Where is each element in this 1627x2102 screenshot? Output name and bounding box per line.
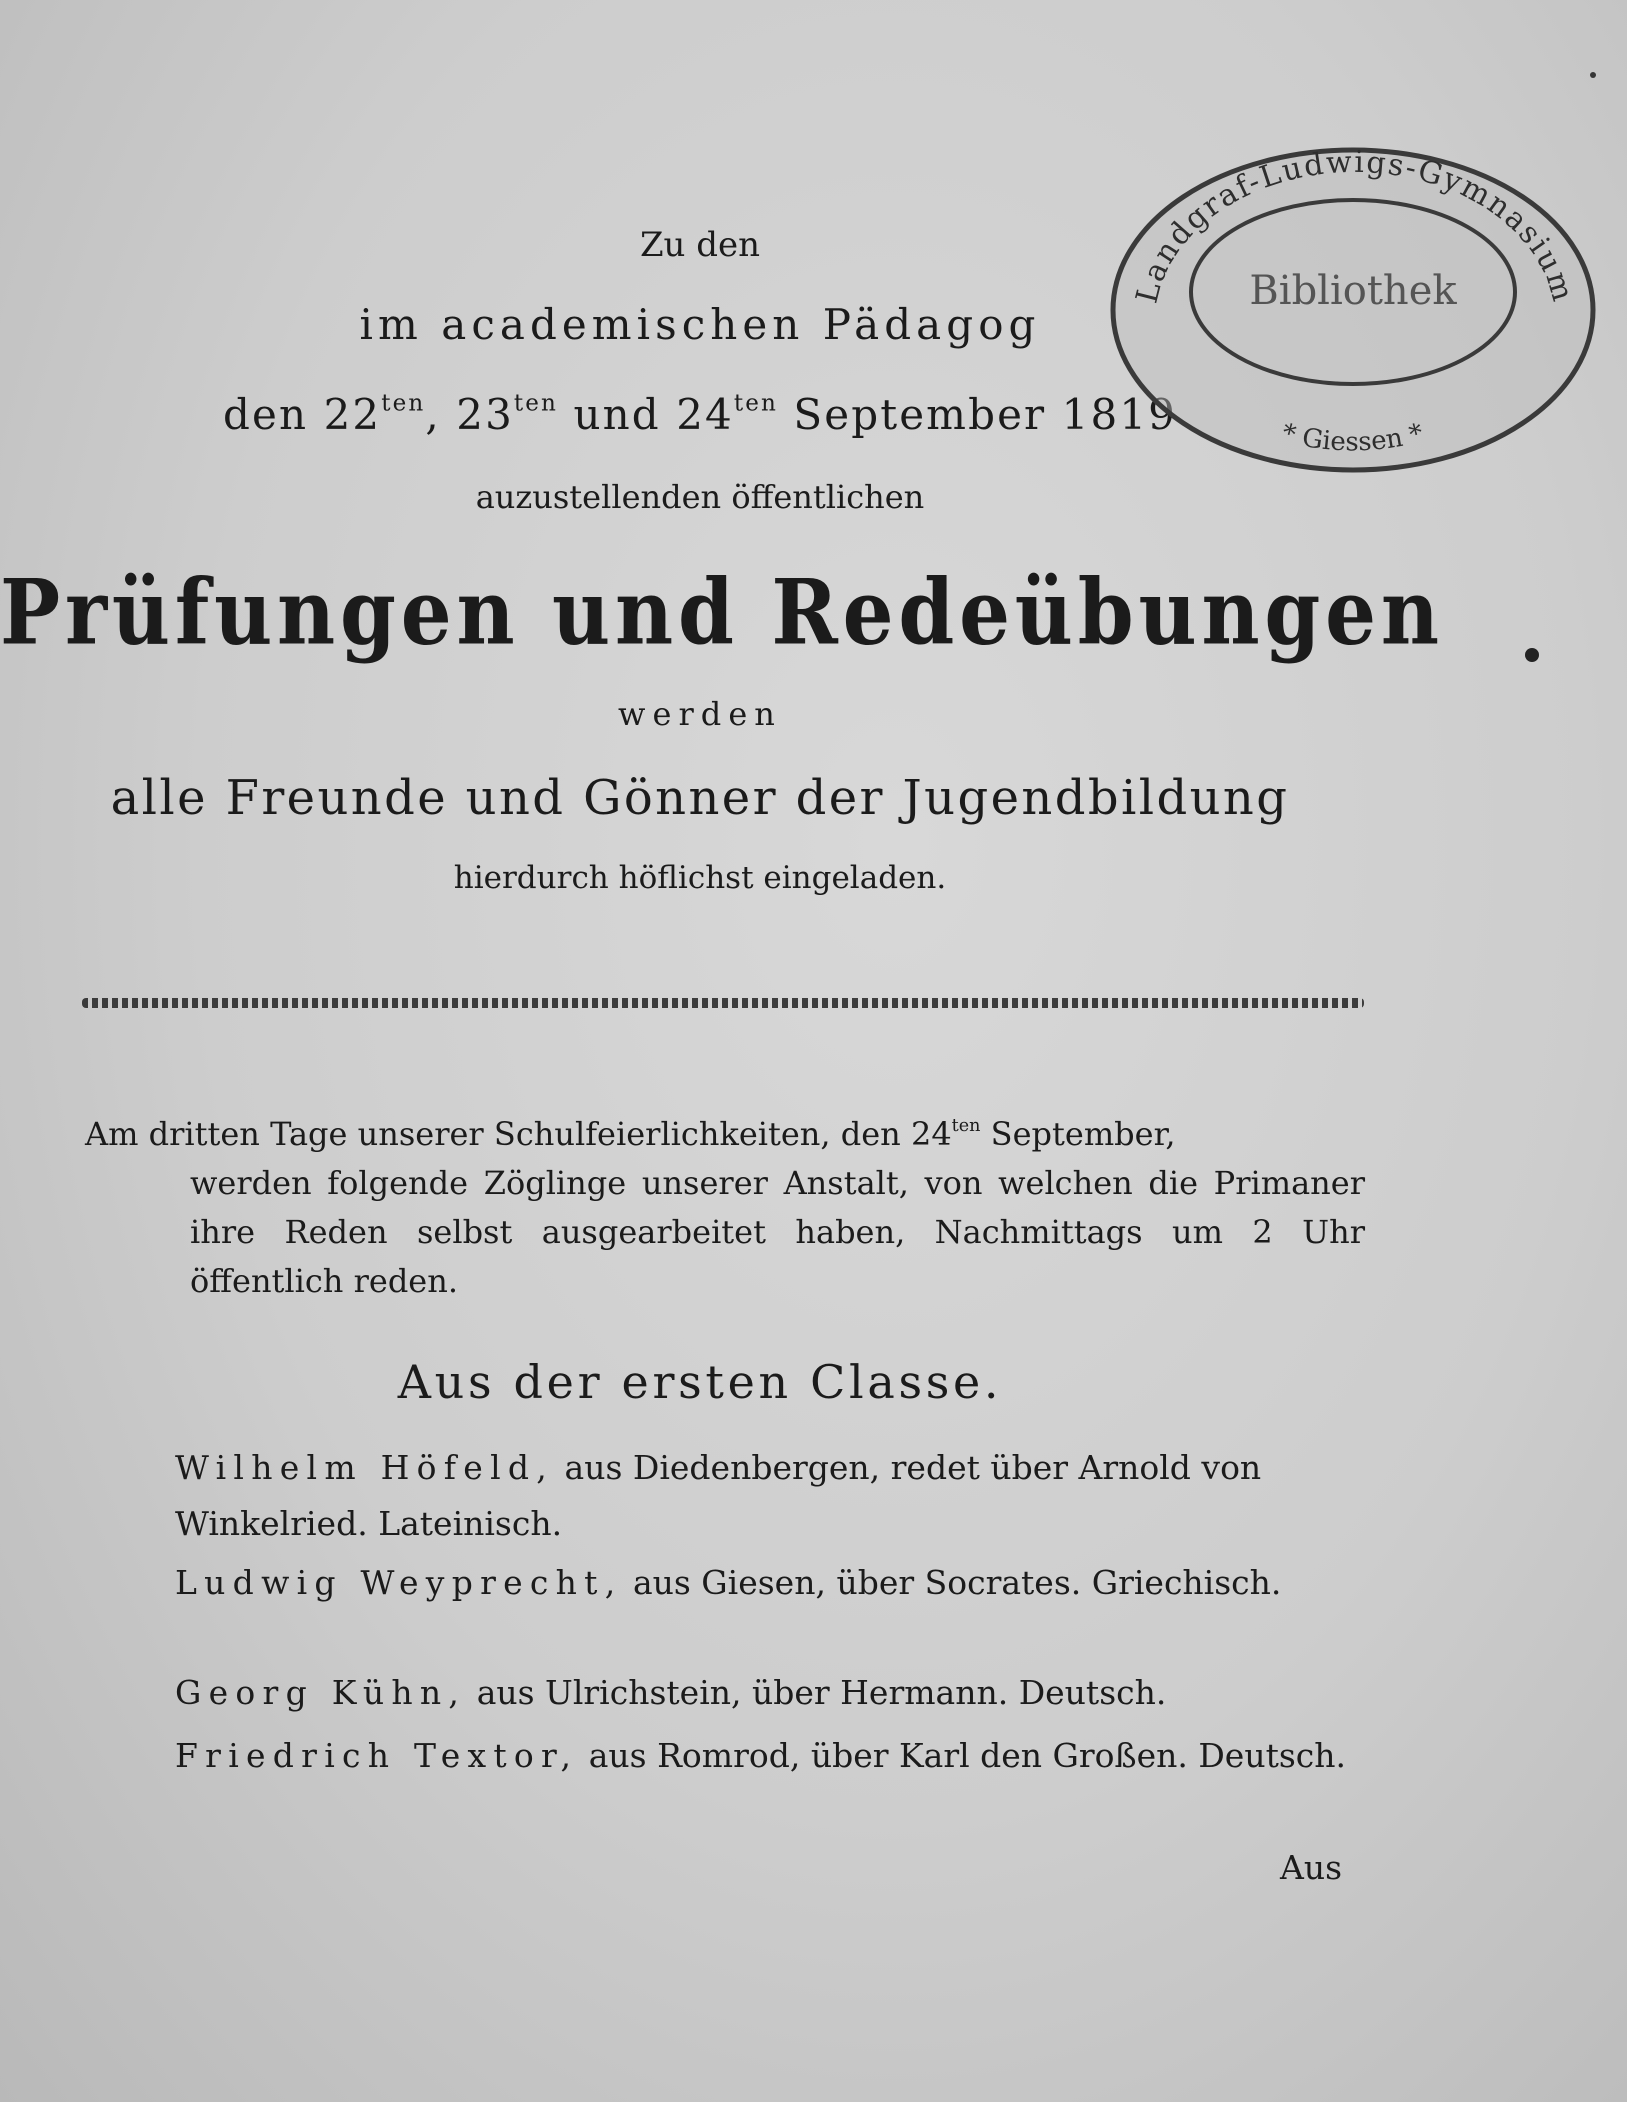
intro-first-line: Am dritten Tage unserer Schulfeierlichkeiten, den $24^{ten}$ September, <box>85 1115 1176 1153</box>
catchword: Aus <box>1280 1848 1343 1887</box>
list-item <box>85 1555 1365 1611</box>
header-line-auzustellenden: auzustellenden öffentlichen <box>475 478 925 516</box>
ink-spot <box>1525 648 1539 662</box>
section-heading: Aus der ersten Classe. <box>397 1355 1003 1409</box>
student-name: Friedrich Textor, <box>175 1736 579 1775</box>
library-stamp <box>1095 132 1605 478</box>
student-detail: aus Giesen, über Socrates. Griechisch. <box>632 1563 1282 1602</box>
decorative-rule <box>82 998 1364 1008</box>
header-line-zu-den: Zu den <box>639 225 761 265</box>
student-name: Georg Kühn, <box>175 1673 467 1712</box>
header-line-freunde: alle Freunde und Gönner der Jugendbildung <box>110 770 1290 826</box>
header-line-paedagog: im academischen Pädagog <box>359 300 1041 349</box>
stamp-ring-text: Landgraf-Ludwigs-Gymnasium <box>1129 144 1581 307</box>
student-detail: aus Diedenbergen, redet über Arnold von Winkelried. Lateinisch. <box>175 1448 1262 1543</box>
list-item <box>85 1665 1365 1721</box>
list-item <box>85 1728 1365 1784</box>
header-line-werden: werden <box>618 695 782 733</box>
intro-rest: werden folgende Zöglinge unserer Anstalt, von welchen die Primaner ihre Reden selbst ausgearbeitet haben, Nachmittags um 2 Uhr öffentlich reden. <box>190 1164 1365 1300</box>
student-detail: aus Ulrichstein, über Hermann. Deutsch. <box>476 1673 1167 1712</box>
student-detail: aus Romrod, über Karl den Großen. Deutsch. <box>588 1736 1347 1775</box>
header-line-eingeladen: hierdurch höflichst eingeladen. <box>453 860 947 896</box>
list-item <box>85 1440 1365 1552</box>
stamp-center-text: Bibliothek <box>1249 268 1457 314</box>
student-name: Ludwig Weyprecht, <box>175 1563 623 1602</box>
header-line-dates: den $22^{ten}$, $23^{ten}$ und $24^{ten}$ September 1819 <box>223 390 1177 439</box>
intro-paragraph <box>85 1110 1365 1306</box>
ink-spot <box>1590 72 1596 78</box>
stamp-bottom-text: * Giessen * <box>1278 418 1427 458</box>
document-title: Prüfungen und Redeübungen <box>0 559 1444 665</box>
student-name: Wilhelm Höfeld, <box>175 1448 555 1487</box>
